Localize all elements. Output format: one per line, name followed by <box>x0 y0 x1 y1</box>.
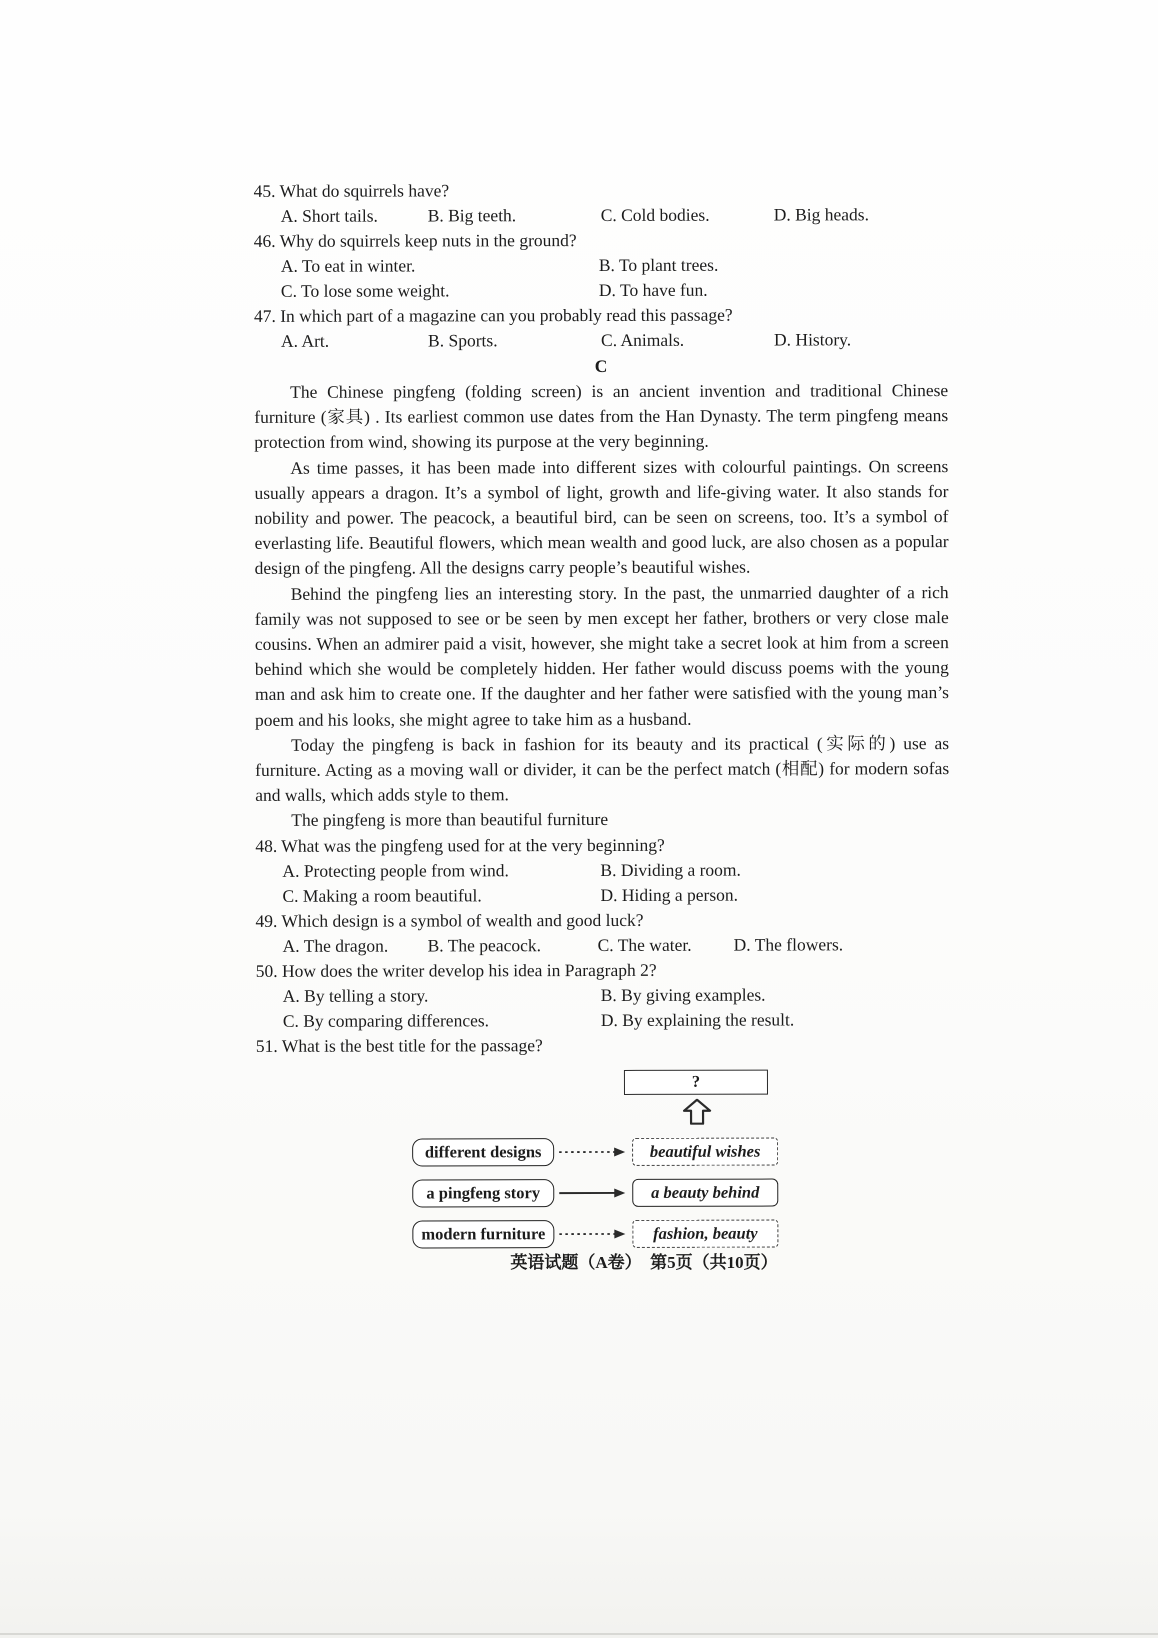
option-d: D. Hiding a person. <box>600 884 739 905</box>
diagram-right-box: beautiful wishes <box>632 1137 778 1165</box>
dotted-arrow-icon <box>555 1227 631 1241</box>
options-row <box>255 857 949 884</box>
option-d: D. Big heads. <box>773 204 870 225</box>
option-a: A. Protecting people from wind. <box>282 859 509 881</box>
diagram-left-box: different designs <box>412 1138 554 1166</box>
passage-paragraph-4: Today the pingfeng is back in fashion for its beauty and its practical (实际的) use as furniture. Acting as a moving wall or divider, it can be the perfect match (相配) for modern sofas and walls, which adds style to them. <box>255 732 950 806</box>
option-c: C. The water. <box>597 934 692 955</box>
passage-paragraph-5: The pingfeng is more than beautiful furniture <box>291 809 609 831</box>
question-stem: 50. How does the writer develop his idea in Paragraph 2? <box>255 959 657 981</box>
diagram-row-1 <box>412 1137 778 1166</box>
option-d: D. The flowers. <box>733 934 844 955</box>
option-d: D. By explaining the result. <box>600 1009 795 1030</box>
options-row <box>254 252 948 279</box>
question-50 <box>256 957 950 1034</box>
options-row <box>254 202 948 229</box>
question-48 <box>255 832 949 909</box>
option-d: D. History. <box>773 329 852 350</box>
option-b: B. To plant trees. <box>598 254 719 276</box>
diagram-left-box: a pingfeng story <box>412 1179 554 1207</box>
option-a: A. Short tails. <box>280 205 378 226</box>
options-row <box>256 932 950 959</box>
up-arrow-icon <box>682 1098 712 1124</box>
question-45 <box>254 177 948 229</box>
option-b: B. Sports. <box>427 330 498 351</box>
options-row <box>255 882 949 909</box>
exam-page-content <box>254 177 951 1248</box>
options-row <box>254 277 948 304</box>
option-c: C. To lose some weight. <box>280 280 450 301</box>
option-c: C. Making a room beautiful. <box>282 884 482 906</box>
diagram-right-box: a beauty behind <box>632 1178 778 1206</box>
option-a: A. The dragon. <box>282 935 389 956</box>
page-footer: 英语试题（A卷） 第5页（共10页） <box>510 1253 778 1272</box>
question-47 <box>254 302 948 354</box>
options-row <box>256 1007 950 1034</box>
passage-paragraph-2: As time passes, it has been made into different sizes with colourful paintings. On screens usually appears a dragon. It’s a symbol of light, growth and life-giving water. It also stands for nobility and power. The peacock, a beautiful bird, can be seen on screens, too. It’s a symbol of everlasting life. Beautiful flowers, which mean wealth and good luck, are also chosen as a popular design of the pingfeng. All the designs carry people’s beautiful wishes. <box>254 455 949 579</box>
question-stem: 48. What was the pingfeng used for at the very beginning? <box>255 834 665 856</box>
dotted-arrow-icon <box>555 1145 631 1159</box>
title-diagram <box>412 1069 778 1248</box>
option-b: B. By giving examples. <box>600 984 766 1005</box>
options-row <box>254 327 948 354</box>
title-question-box: ? <box>624 1069 768 1094</box>
options-row <box>256 982 950 1009</box>
option-a: A. Art. <box>280 330 330 351</box>
solid-arrow-icon <box>555 1186 631 1200</box>
diagram-row-3 <box>412 1219 778 1248</box>
option-d: D. To have fun. <box>598 279 708 301</box>
option-a: A. By telling a story. <box>282 985 429 1006</box>
question-stem: 51. What is the best title for the passage? <box>255 1034 543 1056</box>
diagram-left-box: modern furniture <box>412 1220 554 1248</box>
section-label: C <box>594 355 608 377</box>
scan-bottom-edge <box>0 1633 1158 1635</box>
question-51 <box>256 1032 950 1059</box>
question-46 <box>254 227 948 304</box>
question-49 <box>256 907 950 959</box>
question-stem: 46. Why do squirrels keep nuts in the ground? <box>253 230 577 251</box>
option-b: B. Dividing a room. <box>600 859 741 880</box>
option-c: C. By comparing differences. <box>282 1009 490 1031</box>
question-stem: 45. What do squirrels have? <box>253 180 450 201</box>
question-stem: 47. In which part of a magazine can you probably read this passage? <box>253 304 733 326</box>
option-b: B. Big teeth. <box>427 205 517 226</box>
option-c: C. Animals. <box>600 329 685 351</box>
diagram-right-box: fashion, beauty <box>632 1219 778 1247</box>
option-c: C. Cold bodies. <box>600 204 710 226</box>
diagram-row-2 <box>412 1178 778 1207</box>
option-b: B. The peacock. <box>427 934 542 956</box>
option-a: A. To eat in winter. <box>280 255 416 276</box>
passage-paragraph-3: Behind the pingfeng lies an interesting story. In the past, the unmarried daughter of a rich family was not supposed to see or be seen by men except her father, brothers or very close male cousins. When an admirer paid a visit, however, she might take a secret look at him from a screen behind which she would be completely hidden. Her father would discuss poems with the young man and ask him to create one. If the daughter and her father were satisfied with the young man’s poem and his looks, she might agree to take him as a husband. <box>254 581 949 730</box>
question-stem: 49. Which design is a symbol of wealth and good luck? <box>255 909 644 931</box>
passage-paragraph-1: The Chinese pingfeng (folding screen) is an ancient invention and traditional Chinese furniture (家具) . Its earliest common use dates from the Han Dynasty. The term pingfeng means protection from wind, showing its purpose at the very beginning. <box>254 380 949 453</box>
